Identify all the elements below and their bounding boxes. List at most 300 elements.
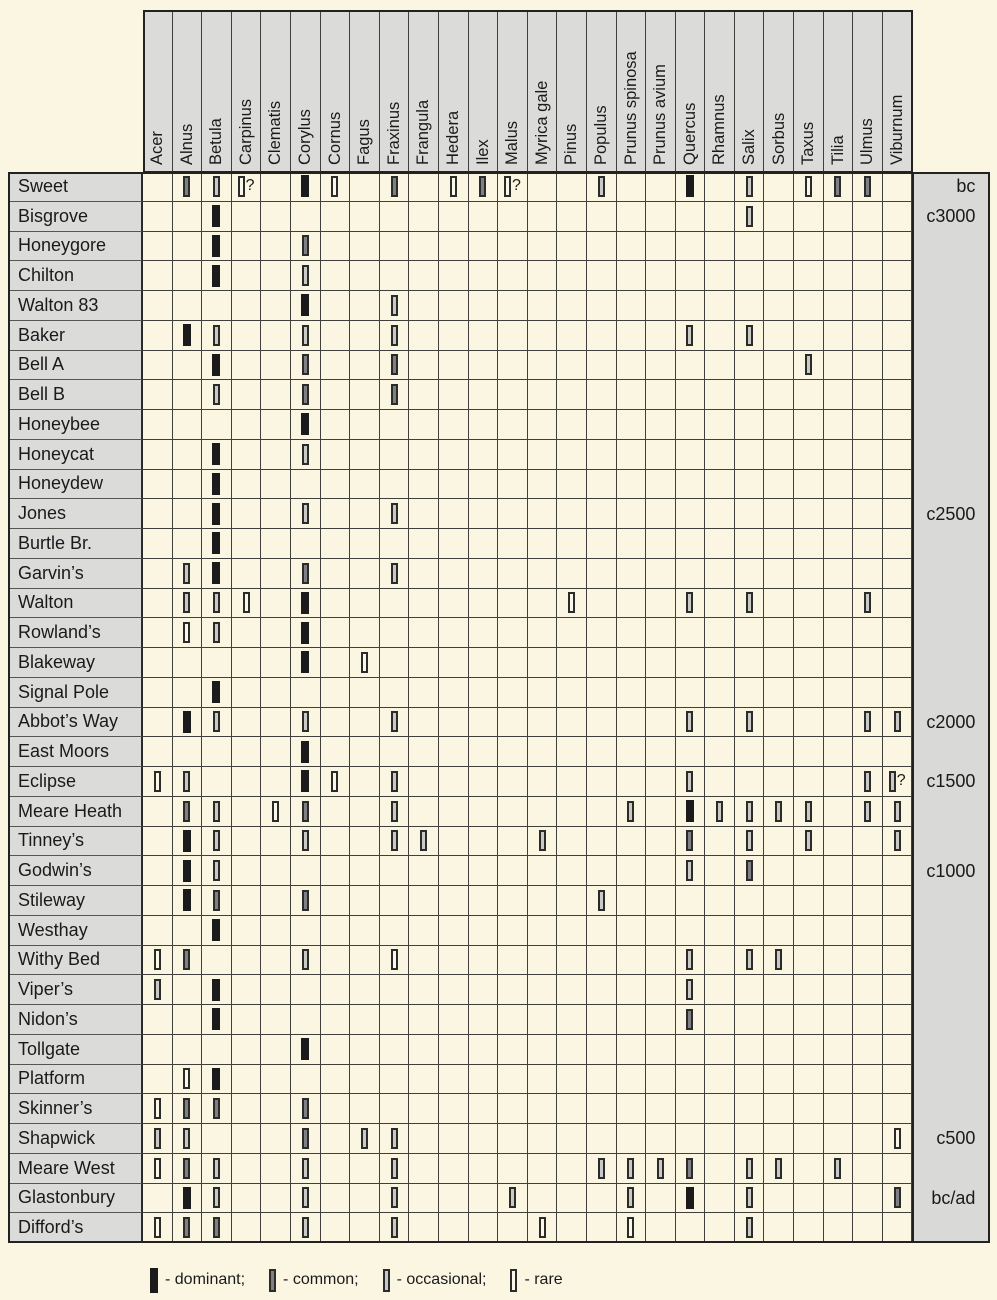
data-cell [409,440,439,470]
data-cell [469,648,499,678]
data-cell [439,1035,469,1065]
site-row-label: Sweet [8,172,143,202]
abundance-bar-occasional [302,1187,309,1208]
data-cell [617,737,647,767]
data-cell [173,856,203,886]
data-cell [557,1035,587,1065]
data-cell [883,499,913,529]
data-cell [439,499,469,529]
abundance-bar-rare [154,1158,161,1179]
data-cell [261,589,291,619]
data-cell [469,946,499,976]
data-cell [202,1065,232,1095]
data-cell [883,946,913,976]
data-cell [853,648,883,678]
data-cell [409,678,439,708]
data-cell [143,380,173,410]
data-cell [705,559,735,589]
species-name: Quercus [680,102,699,165]
data-cell [646,737,676,767]
era-label [912,1094,989,1124]
data-cell [557,1213,587,1243]
data-cell [350,1213,380,1243]
data-cell [321,767,351,797]
legend-bar-dominant [150,1268,158,1293]
data-cell [735,559,765,589]
abundance-bar-occasional [154,979,161,1000]
data-cell [291,529,321,559]
abundance-bar-dominant [301,770,309,792]
data-cell [705,1005,735,1035]
data-cell [705,1184,735,1214]
abundance-bar-dominant [301,294,309,316]
data-cell [587,232,617,262]
data-cell [143,321,173,351]
data-cell [439,648,469,678]
data-cell [321,975,351,1005]
era-label [912,232,989,262]
data-cell [498,708,528,738]
data-cell [794,1094,824,1124]
data-cell [646,321,676,351]
data-cell [617,975,647,1005]
data-cell [202,351,232,381]
data-cell [883,975,913,1005]
abundance-bar-common [213,1217,220,1238]
species-name: Sorbus [769,112,788,165]
data-cell [883,202,913,232]
data-cell [617,321,647,351]
abundance-bar-common [391,176,398,197]
data-cell [676,916,706,946]
abundance-bar-common [183,176,190,197]
data-cell [646,261,676,291]
data-cell [380,946,410,976]
data-cell [261,618,291,648]
data-cell [557,1094,587,1124]
data-cell [469,1124,499,1154]
data-cell [409,1005,439,1035]
data-cell [409,291,439,321]
data-cell [794,1065,824,1095]
data-cell [764,618,794,648]
data-cell [824,916,854,946]
data-cell [853,1005,883,1035]
data-cell [587,678,617,708]
data-cell [409,261,439,291]
data-cell [764,589,794,619]
data-cell [202,470,232,500]
data-cell [735,410,765,440]
data-cell [202,618,232,648]
site-row-label: Rowland’s [8,618,143,648]
abundance-bar-occasional [746,206,753,227]
data-cell [202,321,232,351]
era-label: bc/ad [912,1184,989,1214]
data-cell [883,856,913,886]
data-cell [853,916,883,946]
data-cell [350,827,380,857]
data-cell [824,1005,854,1035]
data-cell [380,737,410,767]
legend-item [510,1269,562,1292]
data-cell [587,499,617,529]
species-name: Cornus [325,111,344,165]
data-cell [498,678,528,708]
data-cell [646,1124,676,1154]
data-cell [587,827,617,857]
abundance-bar-occasional [213,325,220,346]
data-cell [557,261,587,291]
data-cell [764,767,794,797]
data-cell [587,261,617,291]
data-cell [380,1154,410,1184]
abundance-bar-occasional [894,830,901,851]
data-cell [143,618,173,648]
data-cell [676,470,706,500]
data-cell [824,321,854,351]
data-cell [735,975,765,1005]
data-cell [321,589,351,619]
data-cell [202,202,232,232]
data-cell [705,1094,735,1124]
data-cell [291,1124,321,1154]
data-cell [883,1035,913,1065]
data-cell [528,946,558,976]
data-cell [439,856,469,886]
data-cell [676,856,706,886]
data-cell [439,202,469,232]
abundance-bar-common [183,801,190,822]
data-cell [705,767,735,797]
data-cell [617,856,647,886]
data-cell [824,410,854,440]
data-cell [705,440,735,470]
species-column-header [764,10,794,172]
data-cell [143,1154,173,1184]
data-cell [646,827,676,857]
data-cell [439,1065,469,1095]
data-cell [617,946,647,976]
species-name: Corylus [296,109,315,165]
data-cell [528,589,558,619]
data-cell [824,618,854,648]
abundance-bar-occasional [391,503,398,524]
data-cell [794,410,824,440]
data-cell [764,440,794,470]
data-cell [528,351,558,381]
era-label [912,1213,989,1243]
data-cell [853,767,883,797]
data-cell [646,172,676,202]
data-cell [380,767,410,797]
data-cell [646,529,676,559]
abundance-bar-occasional [213,176,220,197]
data-cell [853,1124,883,1154]
data-cell [646,559,676,589]
abundance-bar-dominant [212,1068,220,1090]
data-cell [321,1154,351,1184]
site-row-label: Viper’s [8,975,143,1005]
data-cell [676,321,706,351]
data-cell [498,767,528,797]
data-cell [824,1035,854,1065]
data-cell [617,499,647,529]
data-cell [409,321,439,351]
data-cell [676,1184,706,1214]
abundance-bar-dominant [183,860,191,882]
data-cell [409,946,439,976]
era-label [912,1065,989,1095]
data-cell [321,797,351,827]
data-cell [735,916,765,946]
data-cell [794,261,824,291]
data-cell [794,1213,824,1243]
data-cell [498,648,528,678]
abundance-bar-occasional [183,592,190,613]
abundance-bar-occasional [213,592,220,613]
abundance-bar-occasional [746,1158,753,1179]
data-cell [705,678,735,708]
data-cell [321,172,351,202]
data-cell [380,202,410,232]
data-cell [587,1213,617,1243]
data-cell [291,1184,321,1214]
abundance-bar-dominant [183,889,191,911]
data-cell [173,827,203,857]
abundance-bar-occasional [894,801,901,822]
data-cell [261,708,291,738]
data-cell [173,975,203,1005]
data-cell [291,1213,321,1243]
data-cell [350,708,380,738]
data-cell [676,1094,706,1124]
data-cell [232,291,262,321]
data-cell [202,261,232,291]
data-cell [469,380,499,410]
data-cell [232,1124,262,1154]
data-cell [646,1213,676,1243]
abundance-bar-occasional [391,325,398,346]
abundance-bar-common [183,1217,190,1238]
species-column-header [705,10,735,172]
data-cell [794,380,824,410]
species-column-header [528,10,558,172]
abundance-bar-occasional [302,325,309,346]
data-cell [883,291,913,321]
era-label: c1500 [912,767,989,797]
data-cell [143,589,173,619]
data-cell [173,1124,203,1154]
data-cell [528,321,558,351]
abundance-bar-dominant [212,979,220,1001]
data-cell [173,767,203,797]
data-cell [409,1094,439,1124]
species-column-header [557,10,587,172]
abundance-bar-dominant [212,265,220,287]
data-cell [232,975,262,1005]
abundance-bar-dominant [301,741,309,763]
site-row-label: Westhay [8,916,143,946]
data-cell [883,1154,913,1184]
abundance-bar-occasional [391,295,398,316]
site-row-label: Godwin’s [8,856,143,886]
data-cell [143,1094,173,1124]
data-cell [143,499,173,529]
species-name: Myrica gale [532,80,551,165]
data-cell [794,470,824,500]
data-cell [824,202,854,232]
data-cell [173,678,203,708]
data-cell [853,737,883,767]
data-cell [321,856,351,886]
data-cell [350,321,380,351]
data-cell [498,499,528,529]
data-cell [676,291,706,321]
species-column-header [676,10,706,172]
abundance-bar-common [302,1098,309,1119]
data-cell [439,351,469,381]
data-cell [794,886,824,916]
abundance-bar-common [302,354,309,375]
data-cell [705,1124,735,1154]
data-cell [528,172,558,202]
data-cell [883,589,913,619]
data-cell [291,321,321,351]
data-cell [143,856,173,886]
data-cell [528,856,558,886]
data-cell [173,380,203,410]
data-cell [498,291,528,321]
data-cell [380,1124,410,1154]
site-row-label: Baker [8,321,143,351]
data-cell [202,529,232,559]
data-cell [528,410,558,440]
data-cell [498,1094,528,1124]
data-cell [321,202,351,232]
era-label: c3000 [912,202,989,232]
data-cell [469,975,499,1005]
data-cell [557,1124,587,1154]
data-cell [646,946,676,976]
data-cell [557,767,587,797]
data-cell [587,380,617,410]
data-cell [764,172,794,202]
data-cell [173,916,203,946]
data-cell [409,1213,439,1243]
data-cell [439,618,469,648]
data-cell [764,499,794,529]
data-cell [202,1154,232,1184]
data-cell [173,559,203,589]
data-cell [380,321,410,351]
data-cell [824,261,854,291]
data-cell [409,856,439,886]
data-cell [853,380,883,410]
data-cell [143,291,173,321]
data-cell [232,1094,262,1124]
data-cell [764,529,794,559]
data-cell [202,1035,232,1065]
data-cell [173,291,203,321]
data-cell [321,351,351,381]
species-column-header [202,10,232,172]
abundance-bar-occasional [361,1128,368,1149]
data-cell [587,708,617,738]
data-cell [202,499,232,529]
species-name: Hedera [443,110,462,165]
data-cell [853,708,883,738]
abundance-bar-occasional [746,949,753,970]
site-row-label: Platform [8,1065,143,1095]
data-cell [498,1213,528,1243]
data-cell [735,380,765,410]
data-cell [261,321,291,351]
abundance-bar-common [302,384,309,405]
data-cell [587,618,617,648]
data-cell [764,678,794,708]
data-cell [735,827,765,857]
data-cell [646,351,676,381]
data-cell [764,1035,794,1065]
data-cell [735,202,765,232]
data-cell [824,797,854,827]
abundance-bar-occasional [154,1128,161,1149]
data-cell [883,1124,913,1154]
abundance-bar-common [302,235,309,256]
uncertainty-question-mark: ? [511,177,521,195]
data-cell [291,1005,321,1035]
abundance-bar-occasional [864,801,871,822]
data-cell [883,797,913,827]
data-cell [883,529,913,559]
data-cell [143,1035,173,1065]
abundance-bar-occasional [302,830,309,851]
data-cell [232,797,262,827]
data-cell [143,886,173,916]
data-cell [261,499,291,529]
data-cell [764,232,794,262]
data-cell [498,380,528,410]
data-cell [439,1094,469,1124]
data-cell [617,618,647,648]
data-cell [646,1184,676,1214]
data-cell [557,559,587,589]
data-cell [321,410,351,440]
data-cell [587,440,617,470]
species-name: Acer [148,131,167,165]
data-cell [291,470,321,500]
abundance-bar-dominant [183,830,191,852]
data-cell [232,559,262,589]
data-cell [232,410,262,440]
data-cell [824,1184,854,1214]
era-label [912,648,989,678]
data-cell [291,678,321,708]
data-cell [261,172,291,202]
abundance-bar-dominant [212,443,220,465]
data-cell [232,351,262,381]
data-cell [350,410,380,440]
data-cell [824,708,854,738]
abundance-bar-occasional [420,830,427,851]
abundance-bar-occasional [746,592,753,613]
data-cell [350,767,380,797]
data-cell [528,1213,558,1243]
data-cell [557,946,587,976]
species-column-header [173,10,203,172]
data-cell [469,797,499,827]
